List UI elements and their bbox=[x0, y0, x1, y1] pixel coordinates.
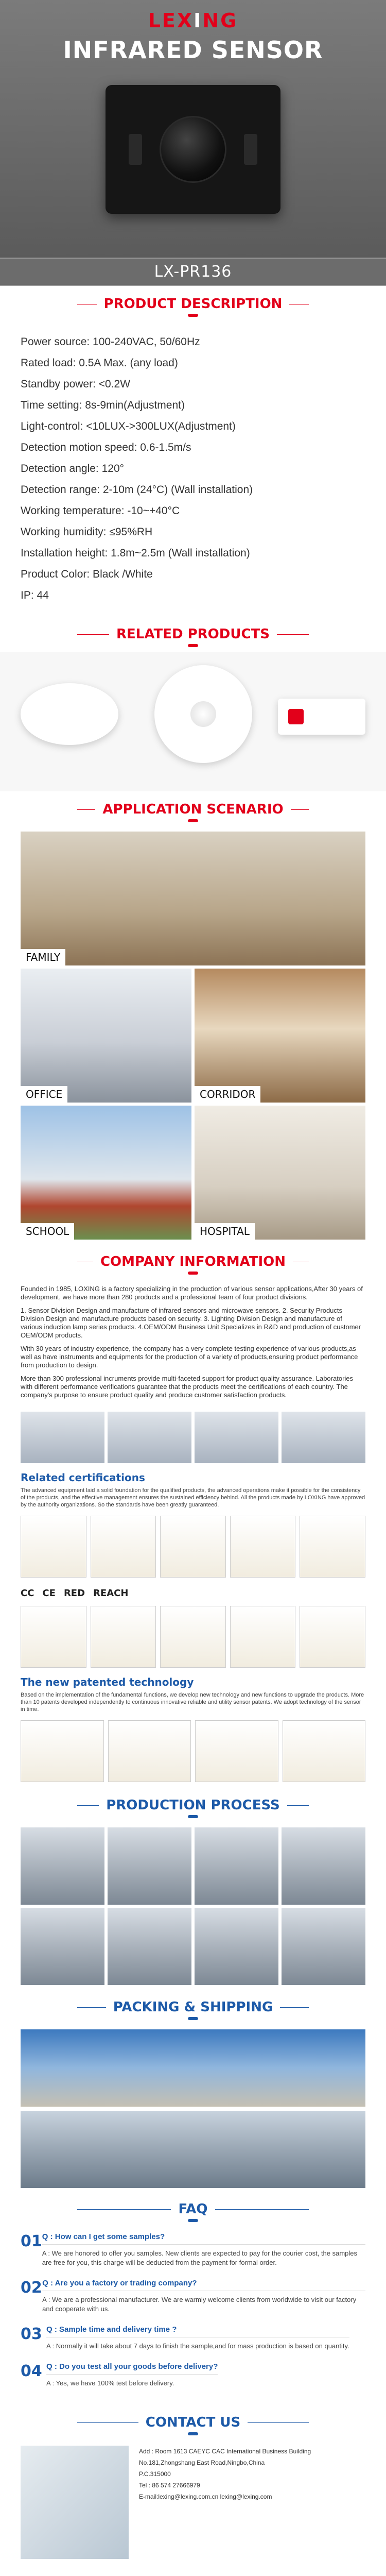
scenario-school bbox=[21, 1106, 191, 1240]
certificate-image bbox=[91, 1516, 156, 1578]
contact-block bbox=[0, 2441, 386, 2564]
spec-item: Installation height: 1.8m~2.5m (Wall installation) bbox=[21, 547, 250, 559]
spec-item: Working humidity: ≤95%RH bbox=[21, 526, 153, 538]
company-photo bbox=[195, 1412, 278, 1463]
process-photo bbox=[21, 1908, 104, 1985]
cert-logo: CE bbox=[42, 1588, 56, 1599]
faq-question: Q : Are you a factory or trading company? bbox=[42, 2279, 365, 2291]
certificate-image bbox=[300, 1516, 365, 1578]
scenario-corridor bbox=[195, 969, 365, 1103]
sensor-lens bbox=[160, 116, 226, 183]
patent-image bbox=[283, 1720, 366, 1782]
scenario-label: FAMILY bbox=[21, 949, 65, 965]
spec-item: Product Color: Black /White bbox=[21, 568, 153, 580]
section-title-company: COMPANY INFORMATION bbox=[0, 1244, 386, 1280]
scenario-hospital bbox=[195, 1106, 365, 1240]
cert-images bbox=[0, 1514, 386, 1583]
faq-answer: A : Normally it will take about 7 days to finish the sample,and for mass production is based on quantity. bbox=[46, 2342, 349, 2350]
certificate-image bbox=[230, 1516, 296, 1578]
patent-image bbox=[108, 1720, 191, 1782]
spec-item: Power source: 100-240VAC, 50/60Hz bbox=[21, 336, 200, 348]
patent-text: Based on the implementation of the fundamental functions, we develop new technology and new functions to upgrade the products. More than 10 patents developed independently to continuous innovative reliable and utility sensor patents. We adopt technology of the sensor in time. bbox=[21, 1692, 364, 1713]
faq-number: 01 bbox=[21, 2232, 42, 2250]
faq-number: 02 bbox=[21, 2279, 42, 2297]
company-para: Founded in 1985, LOXING is a factory specializing in the production of various sensor applications,After 30 years of development, we have more than 280 products and a professional team of four product divisions. bbox=[21, 1285, 363, 1301]
related-products bbox=[0, 652, 386, 791]
patent-image bbox=[160, 1606, 226, 1668]
company-para: With 30 years of industry experience, the company has a very complete testing experience of various products,as well as have instruments and equipments for the production of a variety of products,ensuring product performance from production to design. bbox=[21, 1345, 358, 1369]
process-photos bbox=[0, 1823, 386, 1989]
spec-list bbox=[0, 322, 386, 616]
company-photos bbox=[0, 1410, 386, 1468]
process-photo bbox=[195, 1827, 278, 1905]
process-photo bbox=[282, 1827, 365, 1905]
spec-item: Standby power: <0.2W bbox=[21, 378, 131, 390]
spec-item: Light-control: <10LUX->300LUX(Adjustment) bbox=[21, 420, 236, 432]
scenario-office bbox=[21, 969, 191, 1103]
patent-image bbox=[91, 1606, 156, 1668]
related-product-round-sensor[interactable] bbox=[154, 665, 252, 763]
related-product-inline-sensor[interactable] bbox=[278, 699, 365, 735]
shipping-photo-warehouse bbox=[21, 2111, 365, 2188]
patent-image bbox=[195, 1720, 278, 1782]
patent-image bbox=[21, 1720, 104, 1782]
office-photo bbox=[21, 2446, 129, 2559]
company-photo bbox=[108, 1412, 191, 1463]
section-title-shipping: PACKING & SHIPPING bbox=[0, 1989, 386, 2025]
process-photo bbox=[108, 1908, 191, 1985]
faq-number: 04 bbox=[21, 2362, 42, 2380]
company-para: More than 300 professional incruments provide multi-faceted support for product quality assurance. Laboratories with different performance verifications guarantee that the products meet the certifications of each country. The company's purpose to ensure product quality and produce customer satisfaction products. bbox=[21, 1375, 354, 1399]
cert-logo: REACH bbox=[93, 1588, 129, 1599]
faq-question: Q : Sample time and delivery time ? bbox=[46, 2325, 349, 2337]
section-title-contact: CONTACT US bbox=[0, 2404, 386, 2441]
company-text bbox=[0, 1280, 386, 1410]
spec-item: IP: 44 bbox=[21, 589, 49, 601]
certificate-image bbox=[160, 1516, 226, 1578]
cert-logo: RED bbox=[63, 1588, 85, 1599]
patent-image bbox=[300, 1606, 365, 1668]
patent-image bbox=[21, 1606, 86, 1668]
section-title-faq: FAQ bbox=[0, 2191, 386, 2227]
contact-info bbox=[139, 2446, 365, 2559]
process-photo bbox=[21, 1827, 104, 1905]
sensor-product-image bbox=[106, 85, 280, 214]
scenario-grid bbox=[0, 827, 386, 1244]
faq-item bbox=[21, 2325, 365, 2351]
spec-item: Time setting: 8s-9min(Adjustment) bbox=[21, 399, 185, 411]
scenario-label: HOSPITAL bbox=[195, 1223, 255, 1240]
contact-tel[interactable]: Tel : 86 574 27666979 bbox=[139, 2482, 200, 2489]
faq-answer: A : We are honored to offer you samples. New clients are expected to pay for the courier cost, the samples are free for you, this charge will be deducted from the payment for formal order. bbox=[42, 2249, 358, 2266]
contact-email[interactable]: E-mail:lexing@lexing.com.cn lexing@lexing.com bbox=[139, 2493, 272, 2500]
section-title-related: RELATED PRODUCTS bbox=[0, 616, 386, 652]
certificate-image bbox=[21, 1516, 86, 1578]
company-para: 1. Sensor Division Design and manufacture of infrared sensors and microwave sensors. 2. Security Products Division Design and manufacture products based on security. 3. Lighting Division Design and manufacture of various induction lamp series products. 4.OEM/ODM Business Unit Specializes in R&D and production of customer OEM/ODM products. bbox=[21, 1307, 361, 1339]
patent-image bbox=[230, 1606, 296, 1668]
faq-number: 03 bbox=[21, 2325, 42, 2343]
faq-item bbox=[21, 2232, 365, 2267]
spec-item: Working temperature: -10~+40°C bbox=[21, 505, 180, 517]
process-photo bbox=[195, 1908, 278, 1985]
cert-text: The advanced equipment laid a solid foundation for the qualified products, the advanced operations make it possible for the consistency of the products, and the effective management ensures the sustained efficiency behind. All the products made by LOXING have approved by the authority organizations. So the standards have been greatly guaranteed. bbox=[21, 1487, 365, 1508]
faq-item bbox=[21, 2279, 365, 2314]
faq-question: Q : Do you test all your goods before delivery? bbox=[46, 2362, 218, 2375]
scenario-label: SCHOOL bbox=[21, 1223, 74, 1240]
related-product-ceiling-sensor[interactable] bbox=[21, 683, 118, 745]
model-bar bbox=[0, 258, 386, 286]
contact-address: Add : Room 1613 CAEYC CAC International Business Building No.181,Zhongshang East Road,Ningbo,China bbox=[139, 2448, 311, 2466]
patent-title: The new patented technology bbox=[21, 1676, 194, 1688]
spec-item: Detection range: 2-10m (24°C) (Wall installation) bbox=[21, 484, 253, 496]
scenario-label: CORRIDOR bbox=[195, 1086, 260, 1103]
cert-title: Related certifications bbox=[21, 1471, 145, 1484]
cert-logo: CC bbox=[21, 1588, 34, 1599]
faq-answer: A : We are a professional manufacturer. We are warmly welcome clients from worldwide to visit our factory and cooperate with us. bbox=[42, 2296, 357, 2313]
patent-images-row1 bbox=[0, 1604, 386, 1673]
scenario-family bbox=[21, 832, 365, 965]
faq-item bbox=[21, 2362, 365, 2388]
section-title-scenario: APPLICATION SCENARIO bbox=[0, 791, 386, 827]
section-title-process: PRODUCTION PROCESS bbox=[0, 1787, 386, 1823]
scenario-label: OFFICE bbox=[21, 1086, 67, 1103]
section-title-description: PRODUCT DESCRIPTION bbox=[0, 286, 386, 322]
contact-postcode: P.C.315000 bbox=[139, 2470, 171, 2478]
hero-title: INFRARED SENSOR bbox=[63, 36, 323, 64]
process-photo bbox=[108, 1827, 191, 1905]
spec-item: Detection motion speed: 0.6-1.5m/s bbox=[21, 442, 191, 453]
hero-banner bbox=[0, 0, 386, 258]
faq-question: Q : How can I get some samples? bbox=[42, 2232, 365, 2245]
spec-item: Detection angle: 120° bbox=[21, 463, 125, 474]
company-photo bbox=[282, 1412, 365, 1463]
faq-answer: A : Yes, we have 100% test before delivery. bbox=[46, 2379, 174, 2387]
adjust-knob-left bbox=[129, 134, 142, 165]
process-photo bbox=[282, 1908, 365, 1985]
brand-logo: LEXING bbox=[148, 9, 238, 32]
cert-logos bbox=[0, 1583, 386, 1604]
shipping-photo-port bbox=[21, 2029, 365, 2107]
patent-images-row2 bbox=[0, 1718, 386, 1787]
faq-list bbox=[0, 2227, 386, 2404]
adjust-knob-right bbox=[244, 134, 257, 165]
company-photo bbox=[21, 1412, 104, 1463]
spec-item: Rated load: 0.5A Max. (any load) bbox=[21, 357, 178, 369]
model-number: LX-PR136 bbox=[154, 263, 232, 281]
